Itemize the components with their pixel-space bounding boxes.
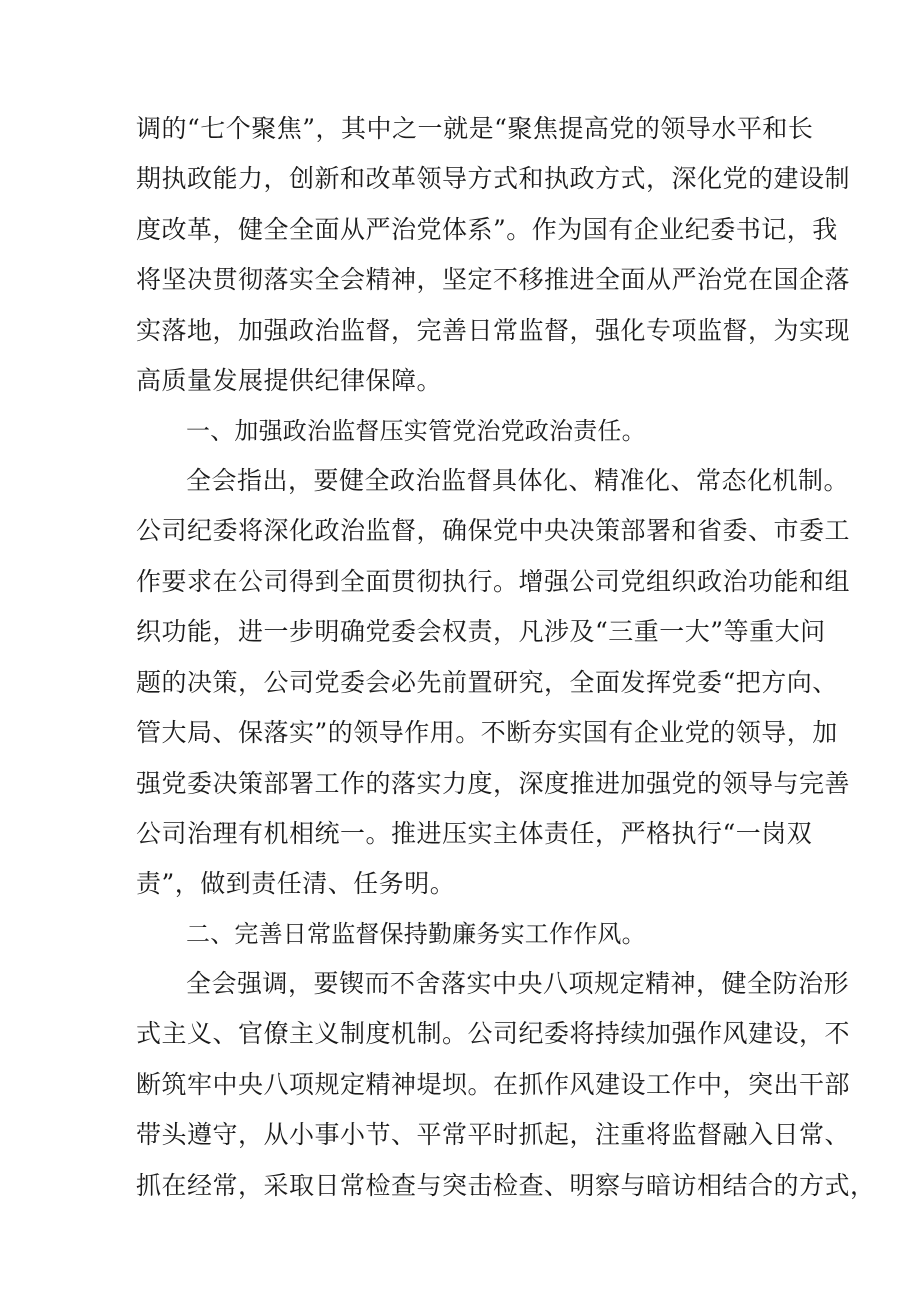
paragraph-line: 式主义、官僚主义制度机制。公司纪委将持续加强作风建设，不 bbox=[136, 1019, 851, 1048]
paragraph-line: 高质量发展提供纪律保障。 bbox=[136, 366, 443, 395]
paragraph-line: 公司治理有机相统一。推进压实主体责任，严格执行“一岗双 bbox=[136, 819, 813, 848]
paragraph-line: 带头遵守，从小事小节、平常平时抓起，注重将监督融入日常、 bbox=[136, 1120, 851, 1149]
paragraph-line: 实落地，加强政治监督，完善日常监督，强化专项监督，为实现 bbox=[136, 316, 851, 345]
paragraph-line: 作要求在公司得到全面贯彻执行。增强公司党组织政治功能和组 bbox=[136, 567, 851, 596]
paragraph-line: 将坚决贯彻落实全会精神，坚定不移推进全面从严治党在国企落 bbox=[136, 265, 851, 294]
paragraph-line: 管大局、保落实”的领导作用。不断夯实国有企业党的领导，加 bbox=[136, 718, 838, 747]
paragraph-line: 抓在经常，采取日常检查与突击检查、明察与暗访相结合的方式， bbox=[136, 1171, 876, 1200]
paragraph-line: 强党委决策部署工作的落实力度，深度推进加强党的领导与完善 bbox=[136, 769, 851, 798]
paragraph-line: 全会指出，要健全政治监督具体化、精准化、常态化机制。 bbox=[186, 466, 850, 495]
section-heading-1: 一、加强政治监督压实管党治党政治责任。 bbox=[186, 417, 646, 445]
paragraph-line: 责”，做到责任清、任务明。 bbox=[136, 869, 456, 898]
paragraph-line: 度改革，健全全面从严治党体系”。作为国有企业纪委书记，我 bbox=[136, 215, 838, 244]
paragraph-line: 期执政能力，创新和改革领导方式和执政方式，深化党的建设制 bbox=[136, 164, 851, 193]
paragraph-line: 全会强调，要锲而不舍落实中央八项规定精神，健全防治形 bbox=[186, 969, 850, 998]
paragraph-line: 调的“七个聚焦”，其中之一就是“聚焦提高党的领导水平和长 bbox=[136, 114, 814, 143]
paragraph-line: 公司纪委将深化政治监督，确保党中央决策部署和省委、市委工 bbox=[136, 516, 851, 545]
paragraph-line: 题的决策，公司党委会必先前置研究，全面发挥党委“把方向、 bbox=[136, 668, 838, 697]
section-heading-2: 二、完善日常监督保持勤廉务实工作作风。 bbox=[186, 920, 646, 948]
paragraph-line: 织功能，进一步明确党委会权责，凡涉及“三重一大”等重大问 bbox=[136, 617, 826, 646]
paragraph-line: 断筑牢中央八项规定精神堤坝。在抓作风建设工作中，突出干部 bbox=[136, 1070, 851, 1099]
